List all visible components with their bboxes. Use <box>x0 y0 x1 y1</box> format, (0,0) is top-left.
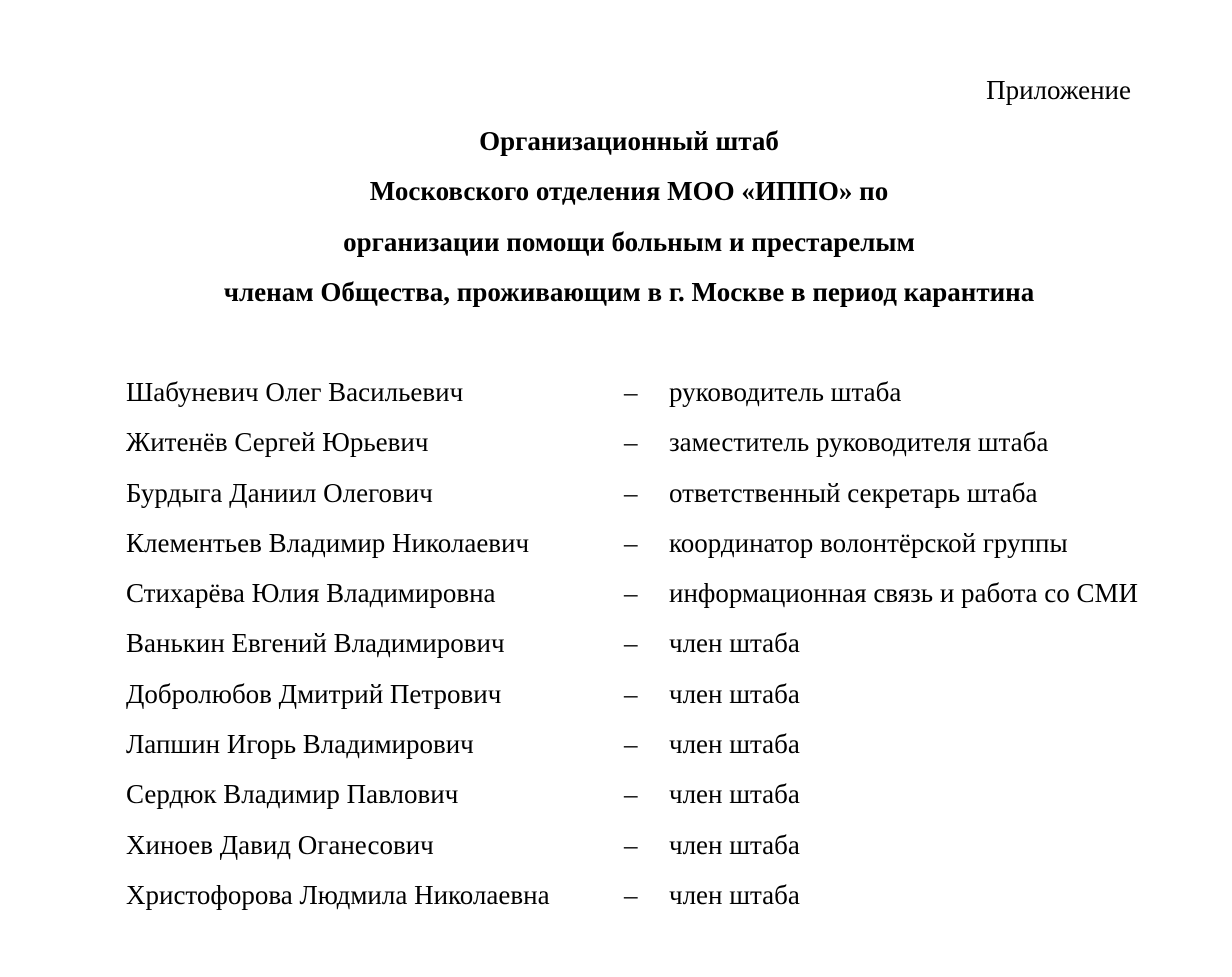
member-name: Бурдыга Даниил Олегович <box>126 477 433 508</box>
separator-dash: – <box>624 578 638 609</box>
member-row <box>126 878 1226 928</box>
member-name: Шабуневич Олег Васильевич <box>126 377 464 407</box>
member-row <box>126 626 1226 676</box>
separator-dash: – <box>624 879 638 910</box>
member-row <box>126 677 1226 727</box>
title-line: Московского отделения МОО «ИППО» по <box>369 176 889 207</box>
member-role: заместитель руководителя штаба <box>669 427 1049 458</box>
member-name: Хиноев Давид Оганесович <box>126 829 434 860</box>
member-name: Добролюбов Дмитрий Петрович <box>126 678 502 709</box>
member-name: Лапшин Игорь Владимирович <box>126 729 474 760</box>
member-name: Клементьев Владимир Николаевич <box>126 527 530 558</box>
document-title <box>0 124 1232 326</box>
separator-dash: – <box>624 527 638 558</box>
member-row <box>126 727 1226 777</box>
member-role: член штаба <box>669 829 800 860</box>
separator-dash: – <box>624 427 638 458</box>
title-line: Организационный штаб <box>479 126 779 156</box>
member-role: член штаба <box>669 779 800 810</box>
member-role: информационная связь и работа со СМИ <box>669 578 1139 609</box>
member-name: Стихарёва Юлия Владимировна <box>126 578 496 609</box>
separator-dash: – <box>624 729 638 760</box>
separator-dash: – <box>624 628 638 659</box>
member-name: Ванькин Евгений Владимирович <box>126 628 505 659</box>
member-role: координатор волонтёрской группы <box>669 527 1068 558</box>
member-row <box>126 476 1226 526</box>
member-row <box>126 777 1226 827</box>
member-role: член штаба <box>669 628 800 659</box>
separator-dash: – <box>624 829 638 860</box>
member-role: ответственный секретарь штаба <box>669 477 1038 508</box>
member-row <box>126 576 1226 626</box>
member-row <box>126 375 1226 425</box>
member-list <box>126 375 1226 928</box>
title-line: организации помощи больным и престарелым <box>343 226 915 257</box>
member-row <box>126 526 1226 576</box>
separator-dash: – <box>624 678 638 709</box>
member-role: член штаба <box>669 879 800 910</box>
member-name: Христофорова Людмила Николаевна <box>126 879 550 910</box>
title-line: членам Общества, проживающим в г. Москве в период карантина <box>223 277 1035 308</box>
member-name: Житенёв Сергей Юрьевич <box>126 427 429 458</box>
member-role: член штаба <box>669 729 800 760</box>
separator-dash: – <box>624 779 638 810</box>
member-role: руководитель штаба <box>669 377 902 407</box>
separator-dash: – <box>624 377 638 407</box>
member-role: член штаба <box>669 678 800 709</box>
member-row <box>126 828 1226 878</box>
appendix-label: Приложение <box>986 75 1131 105</box>
separator-dash: – <box>624 477 638 508</box>
member-name: Сердюк Владимир Павлович <box>126 779 459 810</box>
member-row <box>126 425 1226 475</box>
